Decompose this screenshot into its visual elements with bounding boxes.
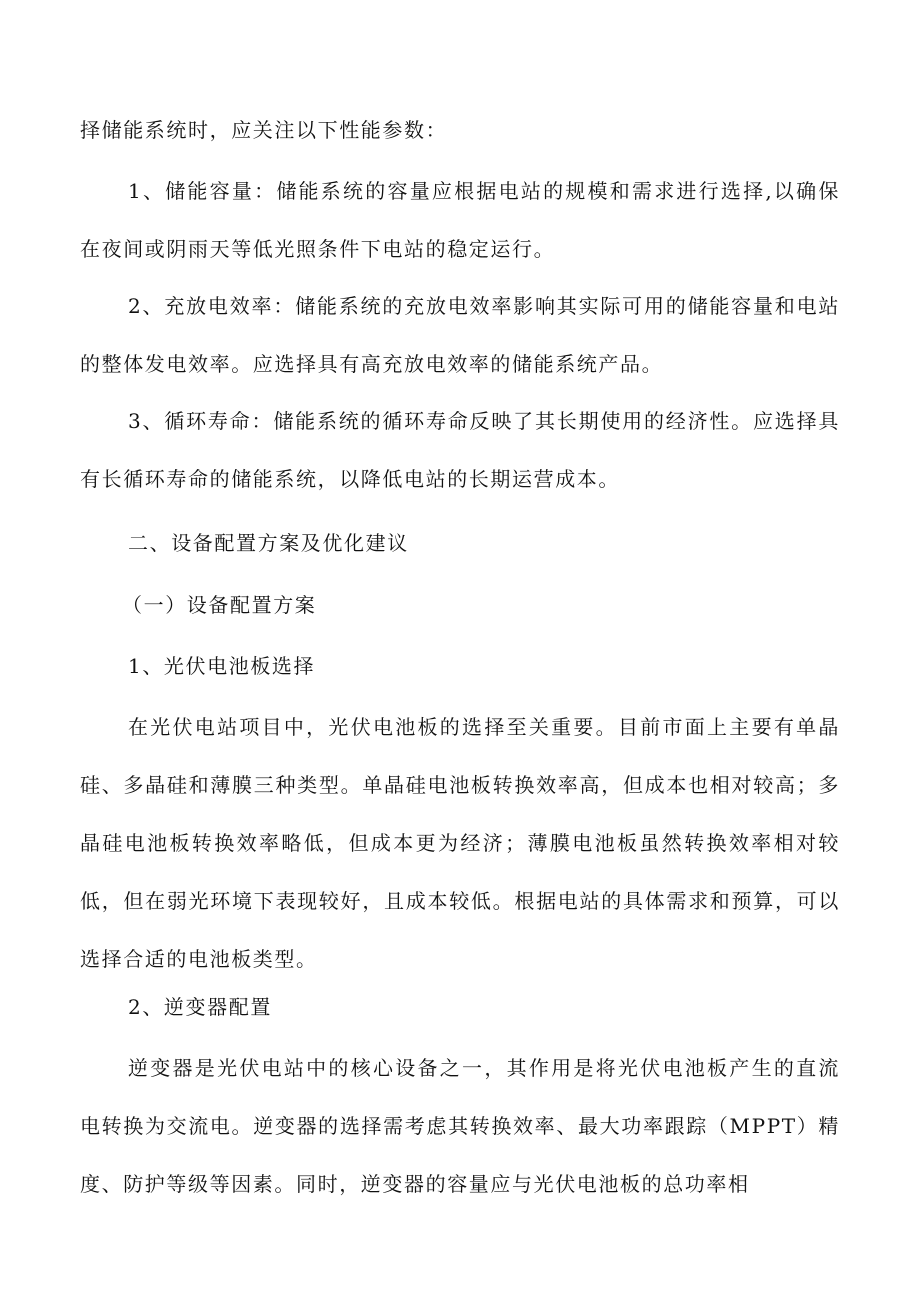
item-heading-inverter: 2、逆变器配置 xyxy=(128,995,272,1019)
paragraph-intro: 择储能系统时，应关注以下性能参数： xyxy=(80,118,448,142)
paragraph-charge-efficiency: 2、充放电效率：储能系统的充放电效率影响其实际可用的储能容量和电站的整体发电效率。应选择具有高充放电效率的储能系统产品。 xyxy=(80,294,840,376)
item-heading-pv-panel: 1、光伏电池板选择 xyxy=(128,654,316,678)
section-heading: 二、设备配置方案及优化建议 xyxy=(128,531,409,555)
paragraph-storage-capacity: 1、储能容量：储能系统的容量应根据电站的规模和需求进行选择,以确保在夜间或阴雨天等低光照条件下电站的稳定运行。 xyxy=(80,179,840,261)
paragraph-inverter: 逆变器是光伏电站中的核心设备之一，其作用是将光伏电池板产生的直流电转换为交流电。逆变器的选择需考虑其转换效率、最大功率跟踪（MPPT）精度、防护等级等因素。同时，逆变器的容量应与光伏电池板的总功率相 xyxy=(80,1056,840,1196)
subsection-heading: （一）设备配置方案 xyxy=(122,593,317,617)
paragraph-pv-panel: 在光伏电站项目中，光伏电池板的选择至关重要。目前市面上主要有单晶硅、多晶硅和薄膜三种类型。单晶硅电池板转换效率高，但成本也相对较高；多晶硅电池板转换效率略低，但成本更为经济；薄膜电池板虽然转换效率相对较低，但在弱光环境下表现较好，且成本较低。根据电站的具体需求和预算，可以选择合适的电池板类型。 xyxy=(80,715,840,971)
paragraph-cycle-life: 3、循环寿命：储能系统的循环寿命反映了其长期使用的经济性。应选择具有长循环寿命的储能系统，以降低电站的长期运营成本。 xyxy=(80,409,840,491)
